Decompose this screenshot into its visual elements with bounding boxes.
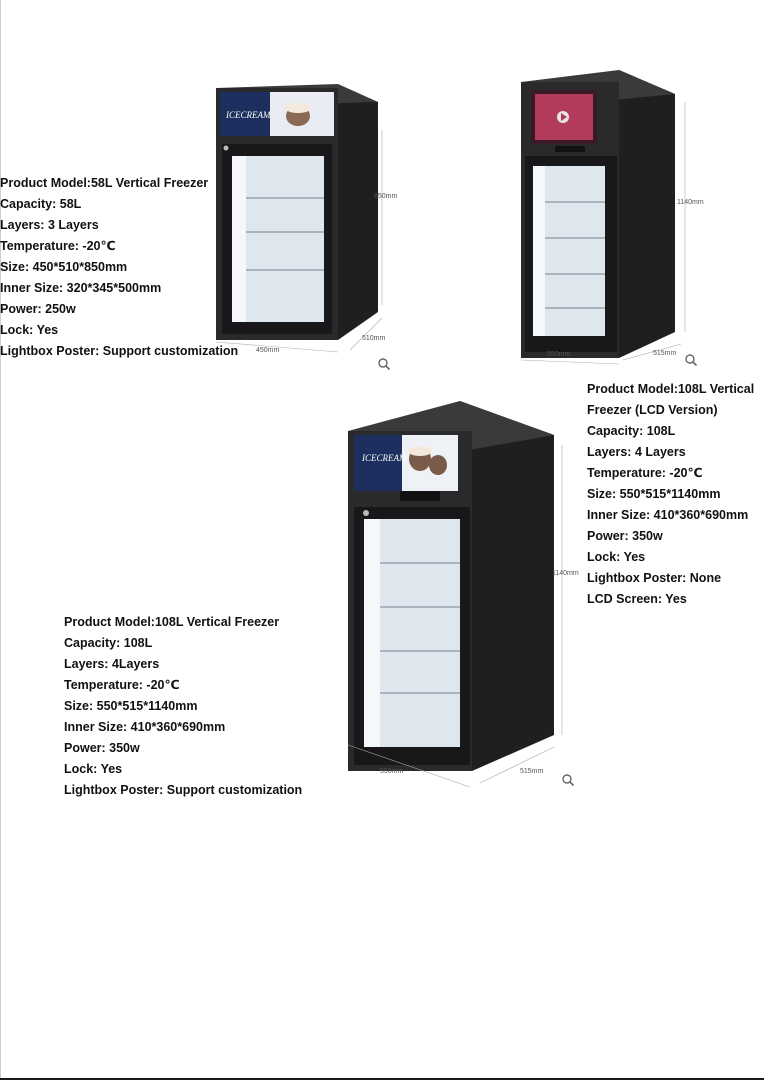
- height-label: 1140mm: [552, 570, 579, 577]
- spec-size: Size: 550*515*1140mm: [587, 487, 721, 501]
- spec-temperature: Temperature: -20℃: [0, 239, 116, 253]
- magnifier-icon[interactable]: [684, 353, 698, 367]
- spec-power: Power: 250w: [0, 302, 76, 316]
- spec-layers: Layers: 4 Layers: [587, 445, 686, 459]
- spec-temperature: Temperature: -20℃: [587, 466, 703, 480]
- depth-label: 515mm: [520, 768, 544, 775]
- freezer-108l-lcd-illustration: [515, 62, 710, 367]
- spec-lightbox-poster: Lightbox Poster: Support customization: [64, 783, 303, 797]
- depth-label: 515mm: [653, 350, 677, 357]
- spec-lock: Lock: Yes: [587, 550, 646, 564]
- spec-model: Product Model:58L Vertical Freezer: [0, 176, 209, 190]
- freezer-58l-illustration: [210, 80, 400, 370]
- spec-lock: Lock: Yes: [64, 762, 123, 776]
- width-label: 550mm: [547, 351, 571, 358]
- spec-size: Size: 550*515*1140mm: [64, 699, 198, 713]
- spec-model-continued: Freezer (LCD Version): [587, 403, 718, 417]
- width-label: 450mm: [256, 347, 280, 354]
- spec-block-108l-lcd: [587, 379, 754, 610]
- spec-block-58l: [0, 173, 238, 362]
- page-left-border: [0, 0, 1, 1080]
- width-label: 550mm: [380, 768, 404, 775]
- spec-lock: Lock: Yes: [0, 323, 59, 337]
- spec-lcd-screen: LCD Screen: Yes: [587, 592, 687, 606]
- height-label: 1140mm: [677, 199, 704, 206]
- spec-block-108l: [64, 612, 302, 801]
- product-image-108l-lcd-freezer: [515, 62, 710, 367]
- height-label: 850mm: [374, 193, 398, 200]
- magnifier-icon[interactable]: [561, 773, 575, 787]
- lightbox-logo-text: ICECREAM: [226, 110, 271, 120]
- spec-inner-size: Inner Size: 320*345*500mm: [0, 281, 162, 295]
- spec-size: Size: 450*510*850mm: [0, 260, 128, 274]
- lightbox-logo-text: ICECREAM: [362, 453, 407, 463]
- spec-power: Power: 350w: [587, 529, 663, 543]
- spec-inner-size: Inner Size: 410*360*690mm: [64, 720, 226, 734]
- spec-capacity: Capacity: 108L: [587, 424, 676, 438]
- spec-model: Product Model:108L Vertical Freezer: [64, 615, 280, 629]
- spec-capacity: Capacity: 58L: [0, 197, 82, 211]
- product-image-58l-freezer: [210, 80, 400, 370]
- depth-label: 510mm: [362, 335, 386, 342]
- spec-power: Power: 350w: [64, 741, 140, 755]
- spec-model: Product Model:108L Vertical: [587, 382, 755, 396]
- spec-inner-size: Inner Size: 410*360*690mm: [587, 508, 749, 522]
- product-image-108l-freezer: [340, 395, 585, 795]
- magnifier-icon[interactable]: [377, 357, 391, 371]
- spec-lightbox-poster: Lightbox Poster: Support customization: [0, 344, 239, 358]
- spec-layers: Layers: 3 Layers: [0, 218, 99, 232]
- spec-lightbox-poster: Lightbox Poster: None: [587, 571, 722, 585]
- freezer-108l-illustration: [340, 395, 585, 795]
- spec-temperature: Temperature: -20℃: [64, 678, 180, 692]
- spec-capacity: Capacity: 108L: [64, 636, 153, 650]
- spec-layers: Layers: 4Layers: [64, 657, 160, 671]
